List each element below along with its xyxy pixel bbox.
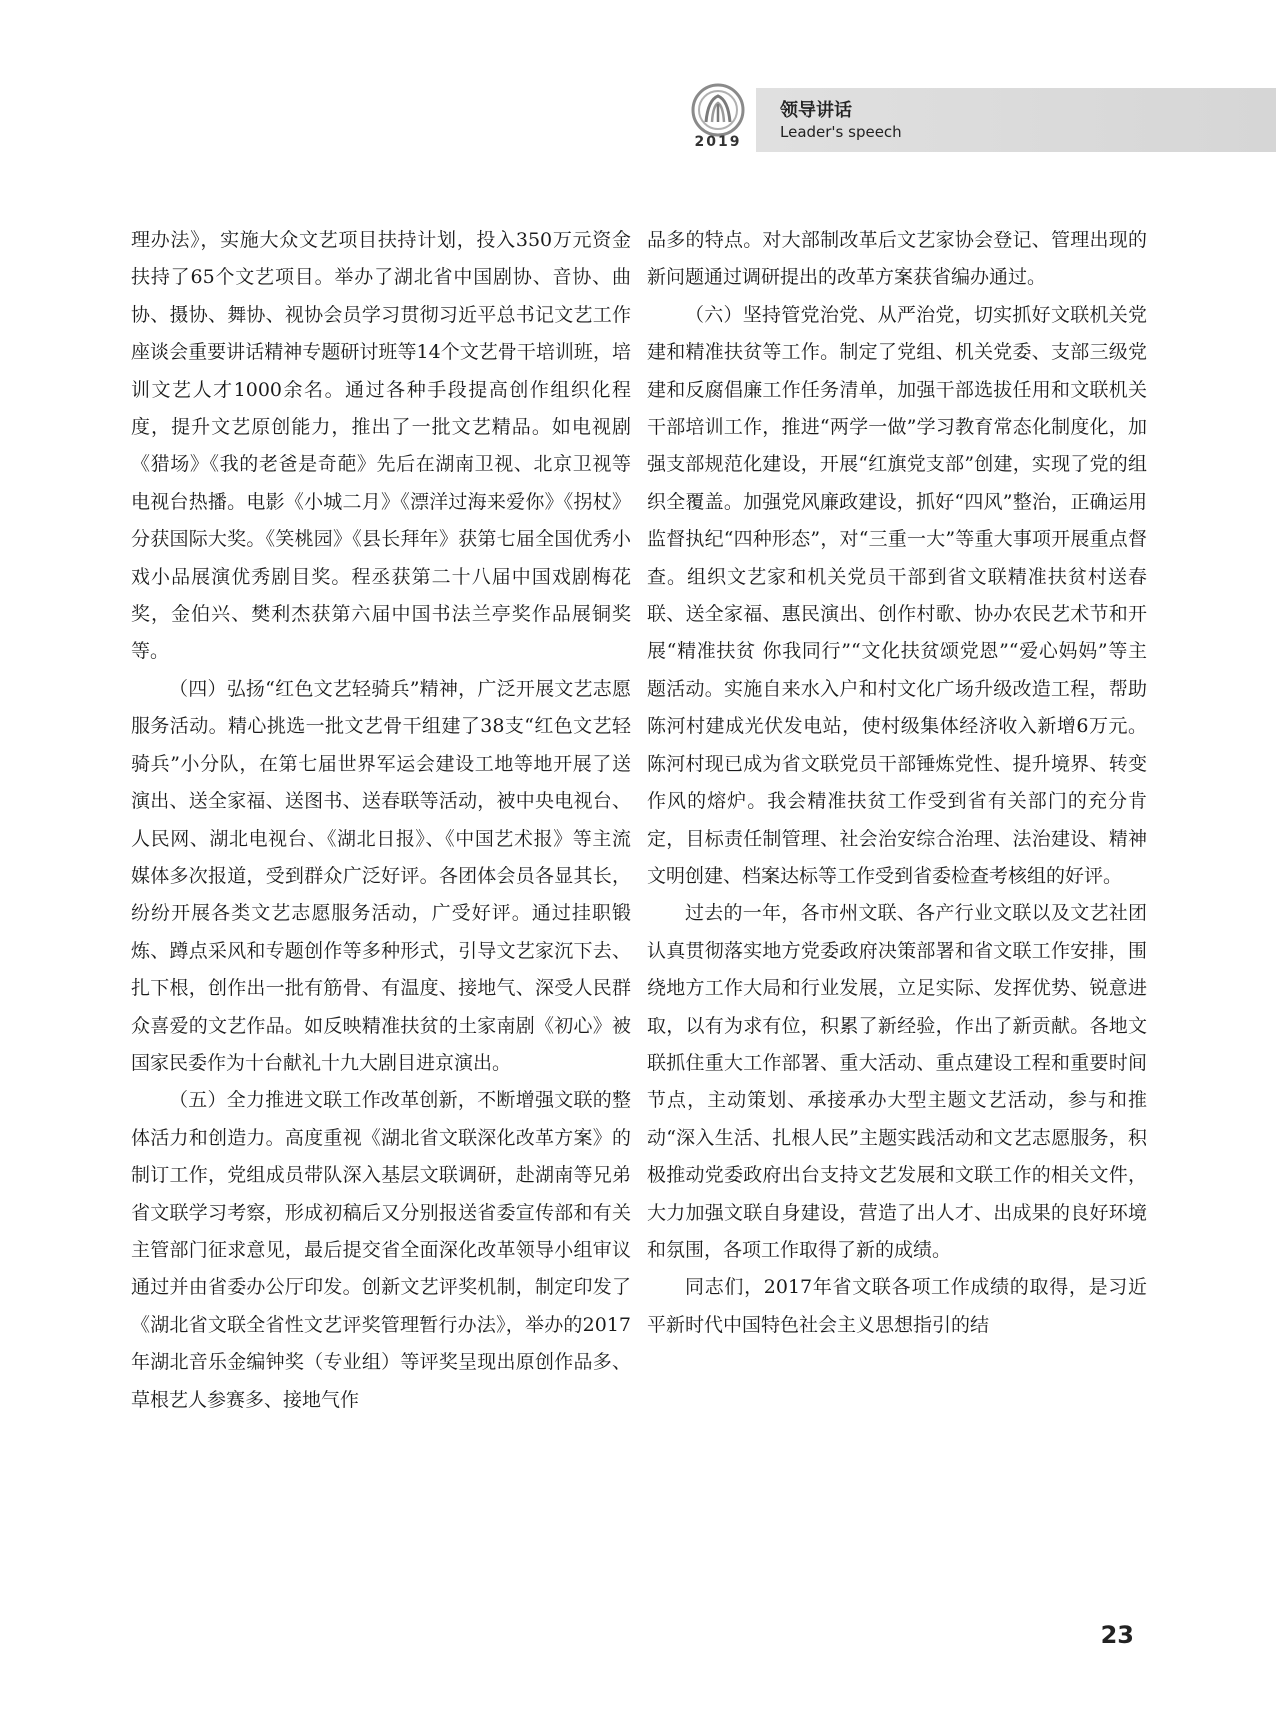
paragraph: 过去的一年，各市州文联、各产行业文联以及文艺社团认真贯彻落实地方党委政府决策部署和省文联工作安排，围绕地方工作大局和行业发展，立足实际、发挥优势、锐意进取，以有为求有位，积累了新经验，作出了新贡献。各地文联抓住重大工作部署、重大活动、重点建设工程和重要时间节点，主动策划、承接承办大型主题文艺活动，参与和推动“深入生活、扎根人民”主题实践活动和文艺志愿服务，积极推动党委政府出台支持文艺发展和文联工作的相关文件，大力加强文联自身建设，营造了出人才、出成果的良好环境和氛围，各项工作取得了新的成绩。	[647, 902, 1147, 1261]
issue-year: 2019	[694, 134, 742, 150]
paragraph: （四）弘扬“红色文艺轻骑兵”精神，广泛开展文艺志愿服务活动。精心挑选一批文艺骨干组建了38支“红色文艺轻骑兵”小分队，在第七届世界军运会建设工地等地开展了送演出、送全家福、送图书、送春联等活动，被中央电视台、人民网、湖北电视台、《湖北日报》、《中国艺术报》等主流媒体多次报道，受到群众广泛好评。各团体会员各显其长，纷纷开展各类文艺志愿服务活动，广受好评。通过挂职锻炼、蹲点采风和专题创作等多种形式，引导文艺家沉下去、扎下根，创作出一批有筋骨、有温度、接地气、深受人民群众喜爱的文艺作品。如反映精准扶贫的土家南剧《初心》被国家民委作为十台献礼十九大剧目进京演出。	[131, 677, 631, 1074]
page-header	[0, 0, 1276, 200]
paragraph: 品多的特点。对大部制改革后文艺家协会登记、管理出现的新问题通过调研提出的改革方案获省编办通过。	[647, 229, 1147, 289]
page-number: 23	[1100, 1621, 1134, 1649]
paragraph: 同志们，2017年省文联各项工作成绩的取得，是习近平新时代中国特色社会主义思想指引的结	[647, 1276, 1147, 1336]
paragraph: 理办法》，实施大众文艺项目扶持计划，投入350万元资金扶持了65个文艺项目。举办了湖北省中国剧协、音协、曲协、摄协、舞协、视协会员学习贯彻习近平总书记文艺工作座谈会重要讲话精神专题研讨班等14个文艺骨干培训班，培训文艺人才1000余名。通过各种手段提高创作组织化程度，提升文艺原创能力，推出了一批文艺精品。如电视剧《猎场》《我的老爸是奇葩》先后在湖南卫视、北京卫视等电视台热播。电影《小城二月》《漂洋过海来爱你》《拐杖》分获国际大奖。《笑桃园》《县长拜年》获第七届全国优秀小戏小品展演优秀剧目奖。程丞获第二十八届中国戏剧梅花奖，金伯兴、樊利杰获第六届中国书法兰亭奖作品展铜奖等。	[131, 229, 631, 663]
right-column	[647, 222, 1147, 1344]
paragraph: （六）坚持管党治党、从严治党，切实抓好文联机关党建和精准扶贫等工作。制定了党组、机关党委、支部三级党建和反腐倡廉工作任务清单，加强干部选拔任用和文联机关干部培训工作，推进“两学一做”学习教育常态化制度化，加强支部规范化建设，开展“红旗党支部”创建，实现了党的组织全覆盖。加强党风廉政建设，抓好“四风”整治，正确运用监督执纪“四种形态”，对“三重一大”等重大事项开展重点督查。组织文艺家和机关党员干部到省文联精准扶贫村送春联、送全家福、惠民演出、创作村歌、协办农民艺术节和开展“精准扶贫 你我同行”“文化扶贫颂党恩”“爱心妈妈”等主题活动。实施自来水入户和村文化广场升级改造工程，帮助陈河村建成光伏发电站，使村级集体经济收入新增6万元。陈河村现已成为省文联党员干部锤炼党性、提升境界、转变作风的熔炉。我会精准扶贫工作受到省有关部门的充分肯定，目标责任制管理、社会治安综合治理、法治建设、精神文明创建、档案达标等工作受到省委检查考核组的好评。	[647, 303, 1147, 887]
paragraph: （五）全力推进文联工作改革创新，不断增强文联的整体活力和创造力。高度重视《湖北省文联深化改革方案》的制订工作，党组成员带队深入基层文联调研，赴湖南等兄弟省文联学习考察，形成初稿后又分别报送省委宣传部和有关主管部门征求意见，最后提交省全面深化改革领导小组审议通过并由省委办公厅印发。创新文艺评奖机制，制定印发了《湖北省文联全省性文艺评奖管理暂行办法》，举办的2017年湖北音乐金编钟奖（专业组）等评奖呈现出原创作品多、草根艺人参赛多、接地气作	[131, 1089, 631, 1411]
section-title-en: Leader's speech	[780, 123, 902, 141]
section-title-cn: 领导讲话	[780, 100, 852, 121]
left-column	[131, 222, 631, 1419]
